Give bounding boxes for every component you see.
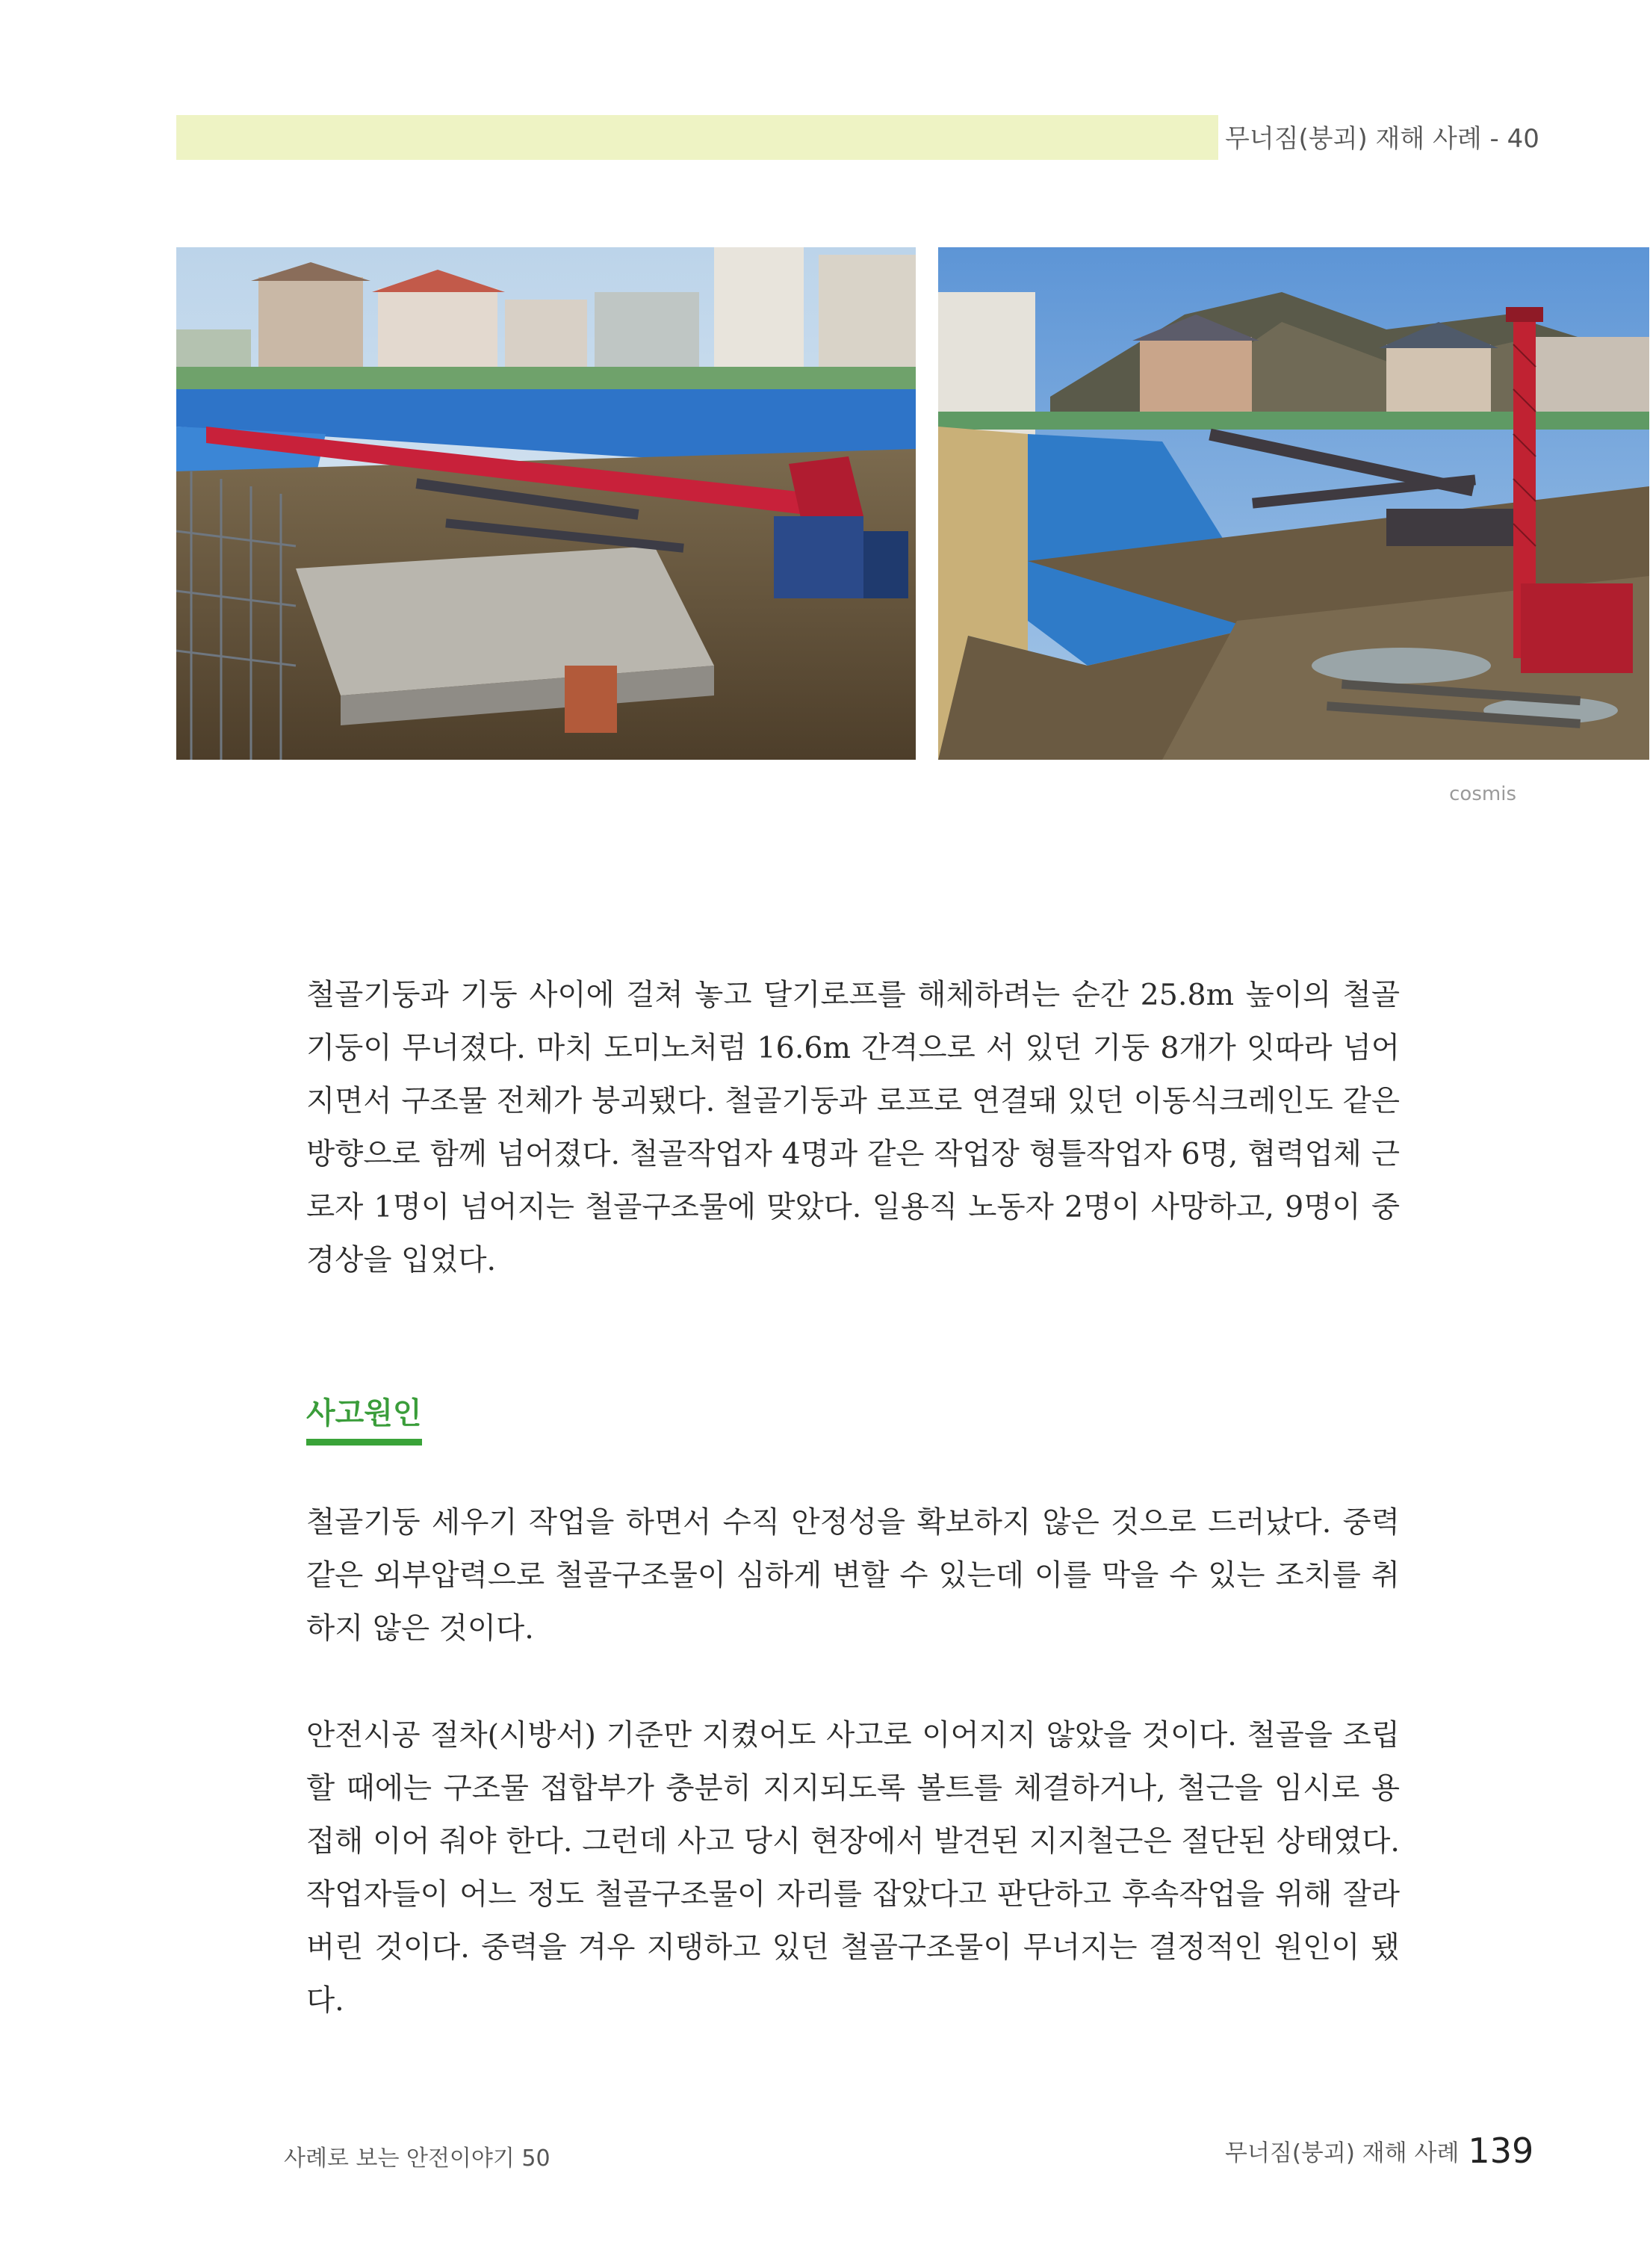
collapsed-crane-construction-photo: [176, 247, 916, 760]
footer-book-title: 사례로 보는 안전이야기 50: [284, 2145, 550, 2172]
footer-page-info: [1225, 2131, 1534, 2171]
cause-paragraph-2: 안전시공 절차(시방서) 기준만 지켰어도 사고로 이어지지 않았을 것이다. 철골을 조립할 때에는 구조물 접합부가 충분히 지지되도록 볼트를 체결하거나, 철근을 임시로 용접해 이어 줘야 한다. 그런데 사고 당시 현장에서 발견된 지지철근은 절단된 상태였다. 작업자들이 어느 정도 철골구조물이 자리를 잡았다고 판단하고 후속작업을 위해 잘라 버린 것이다. 중력을 겨우 지탱하고 있던 철골구조물이 무너지는 결정적인 원인이 됐다.: [306, 1718, 1400, 2018]
photo-credit: cosmis: [1449, 783, 1516, 805]
collapsed-steel-site-photo: [938, 247, 1649, 760]
cause-paragraph-1: 철골기둥 세우기 작업을 하면서 수직 안정성을 확보하지 않은 것으로 드러났다. 중력 같은 외부압력으로 철골구조물이 심하게 변할 수 있는데 이를 막을 수 있는 조치를 취하지 않은 것이다.: [306, 1505, 1400, 1646]
header-section-title: 무너짐(붕괴) 재해 사례 - 40: [1225, 124, 1539, 154]
footer-section-title: 무너짐(붕괴) 재해 사례: [1225, 2140, 1460, 2167]
page-number: 139: [1468, 2131, 1534, 2171]
accident-description-paragraph: 철골기둥과 기둥 사이에 걸쳐 놓고 달기로프를 해체하려는 순간 25.8m 높이의 철골기둥이 무너졌다. 마치 도미노처럼 16.6m 간격으로 서 있던 기둥 8개가 잇따라 넘어지면서 구조물 전체가 붕괴됐다. 철골기둥과 로프로 연결돼 있던 이동식크레인도 같은 방향으로 함께 넘어졌다. 철골작업자 4명과 같은 작업장 형틀작업자 6명, 협력업체 근로자 1명이 넘어지는 철골구조물에 맞았다. 일용직 노동자 2명이 사망하고, 9명이 중경상을 입었다.: [306, 978, 1400, 1277]
section-heading-cause: 사고원인: [306, 1391, 422, 1446]
header-bar: [176, 115, 1218, 160]
